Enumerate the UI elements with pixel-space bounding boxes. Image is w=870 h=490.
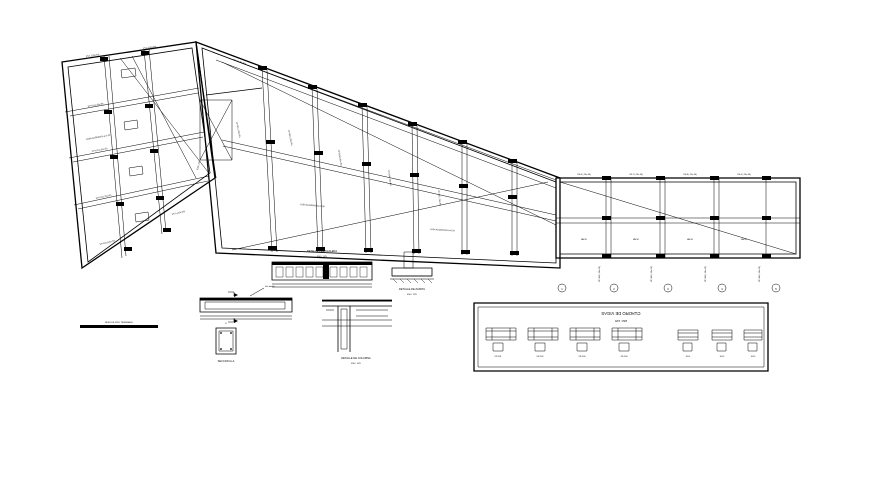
column-joint-detail	[322, 300, 392, 365]
right-top-label-2: VS-7 (.25x.40)	[629, 174, 643, 176]
table-cell-1	[486, 328, 516, 358]
left-beam-label-4: VP-104 (.25x.45)	[99, 240, 116, 246]
beam-section-detail	[200, 285, 292, 363]
table-label-7: VS-3	[750, 356, 756, 358]
grid-bubble-2: 2	[613, 288, 615, 291]
left-bottom-label: VS-3 (.25x.40)	[171, 211, 186, 216]
table-cell-6	[712, 330, 732, 358]
right-bottom-label-3: VP-303 (.25x.45)	[705, 266, 707, 282]
center-beam-label-1: VP-201 (.25x.45)	[235, 121, 241, 138]
left-top-label-1: VS-1 (.25x.40)	[85, 54, 100, 58]
table-cell-7	[744, 330, 762, 358]
beam-section-title: SECCION A-A	[217, 360, 235, 363]
center-top-label-2: VS-5 (.25x.40)	[281, 78, 295, 85]
left-bottom-bar-label: NIVEL DE PISO TERMINADO	[105, 322, 133, 324]
table-label-4: VP-104	[620, 356, 628, 358]
left-beam-label-2: VP-102 (.25x.45)	[91, 148, 108, 153]
beam-schedule-table	[474, 303, 768, 371]
center-wing-plan	[196, 42, 560, 268]
table-label-3: VP-103	[578, 356, 586, 358]
right-bottom-label-4: VP-304 (.25x.45)	[759, 266, 761, 282]
grid-bubble-3: 3	[667, 288, 669, 291]
transition-label: ESC: 1/50	[197, 160, 202, 171]
grid-bubble-5: 5	[775, 288, 777, 291]
table-label-1: VP-101	[494, 356, 502, 358]
table-subtitle: ESC: 1/25	[615, 319, 627, 322]
table-cell-5	[678, 330, 698, 358]
left-room-label-1: LOSA ALIGERADA e=0.20	[85, 134, 111, 141]
right-mid-label-4: VACIO	[740, 239, 748, 241]
table-label-5: VS-1	[685, 356, 691, 358]
stair-detail	[272, 249, 372, 287]
left-beam-label-1: VP-101 (.25x.45)	[87, 103, 104, 108]
left-bottom-bar	[80, 325, 158, 328]
grid-bubble-4: 4	[721, 288, 723, 291]
stair-detail-subtitle: ESC: 1/25	[317, 256, 327, 258]
footing-detail-subtitle: ESC: 1/25	[407, 294, 417, 296]
left-beam-label-3: VP-103 (.25x.45)	[95, 194, 112, 200]
center-cell-note-1: LOSA ALIGERADA e=0.20	[299, 204, 325, 209]
left-top-label-2: VS-2 (.25x.40)	[142, 46, 157, 50]
table-label-6: VS-2	[719, 356, 725, 358]
beam-section-callout: Ver detalle	[265, 286, 275, 288]
center-beam-label-4: VP-204 (.25x.45)	[387, 169, 392, 186]
right-mid-label-1: VACIO	[580, 239, 588, 241]
right-mid-label-2: VACIO	[632, 239, 640, 241]
center-cell-note-2: LOSA ALIGERADA e=0.20	[429, 229, 455, 233]
right-top-label-4: VS-9 (.25x.40)	[737, 174, 751, 176]
center-top-label-1: VS-4 (.25x.40)	[232, 59, 246, 66]
table-cell-4	[612, 328, 642, 358]
table-title: CUADRO DE VIGAS	[601, 311, 641, 316]
center-beam-label-2: VP-202 (.25x.45)	[287, 129, 293, 146]
column-detail-subtitle: ESC: 1/25	[351, 363, 361, 365]
right-bottom-label-1: VP-301 (.25x.45)	[599, 266, 601, 282]
right-top-label-3: VS-8 (.25x.40)	[683, 174, 697, 176]
table-cell-3	[570, 328, 600, 358]
footing-detail	[390, 252, 434, 296]
center-beam-label-3: VP-203 (.25x.45)	[337, 149, 342, 166]
grid-bubble-1: 1	[561, 288, 563, 291]
right-top-label-1: VS-6 (.25x.40)	[577, 174, 591, 176]
left-wing-plan	[62, 42, 215, 328]
stair-detail-title: DETALLE DE ESCALERA	[306, 250, 338, 253]
table-label-2: VP-102	[536, 356, 544, 358]
right-mid-label-3: VACIO	[686, 239, 694, 241]
center-beam-label-5: VP-205 (.25x.45)	[437, 189, 441, 206]
footing-detail-title: DETALLE DE ZAPATA	[399, 288, 425, 291]
column-detail-title: DETALLE DE COLUMNA	[341, 357, 371, 360]
table-cell-2	[528, 328, 558, 358]
right-bottom-label-2: VP-302 (.25x.45)	[651, 266, 653, 282]
right-wing-plan	[556, 174, 800, 292]
beam-section-mark: D	[225, 323, 227, 325]
